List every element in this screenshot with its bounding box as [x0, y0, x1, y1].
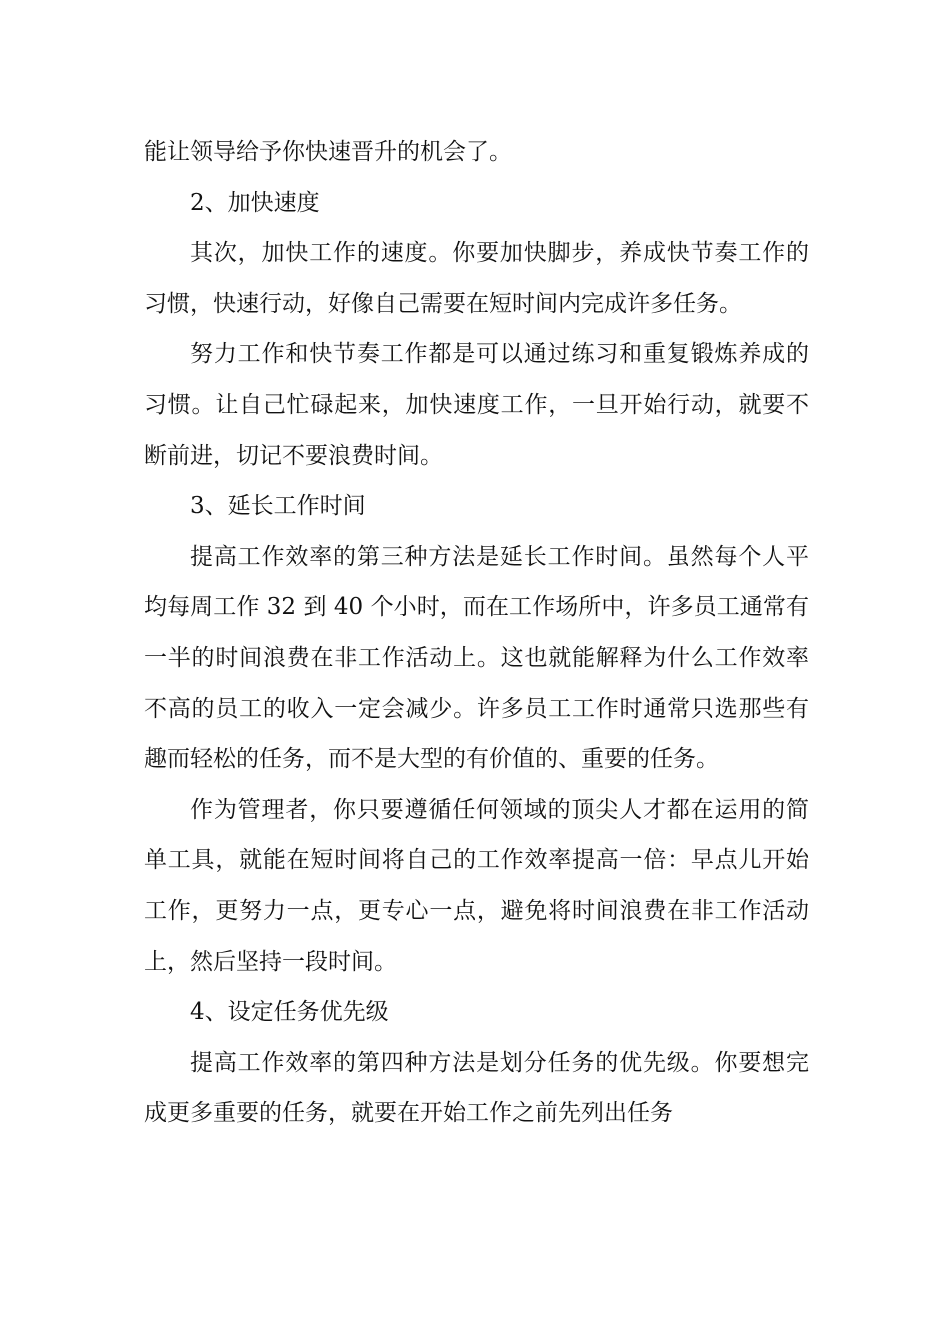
paragraph: 其次，加快工作的速度。你要加快脚步，养成快节奏工作的习惯，快速行动，好像自己需要在短时间内完成许多任务。: [144, 240, 809, 317]
paragraph: 提高工作效率的第三种方法是延长工作时间。虽然每个人平均每周工作 32 到 40 个小时，而在工作场所中，许多员工通常有一半的时间浪费在非工作活动上。这也就能解释为什么工作效率不高的员工的收入一定会减少。许多员工工作时通常只选那些有趣而轻松的任务，而不是大型的有价值的、重要的任务。: [144, 543, 809, 773]
paragraph: 努力工作和快节奏工作都是可以通过练习和重复锻炼养成的习惯。让自己忙碌起来，加快速度工作，一旦开始行动，就要不断前进，切记不要浪费时间。: [144, 341, 809, 469]
document-body: [144, 127, 809, 1139]
paragraph-continuation: 能让领导给予你快速晋升的机会了。: [144, 139, 512, 165]
section-heading-2: 2、加快速度: [190, 189, 320, 216]
paragraph: 提高工作效率的第四种方法是划分任务的优先级。你要想完成更多重要的任务，就要在开始工作之前先列出任务: [144, 1049, 809, 1127]
section-heading-4: 4、设定任务优先级: [190, 999, 389, 1026]
paragraph: 作为管理者，你只要遵循任何领域的顶尖人才都在运用的简单工具，就能在短时间将自己的工作效率提高一倍：早点儿开始工作，更努力一点，更专心一点，避免将时间浪费在非工作活动上，然后坚持一段时间。: [144, 796, 809, 975]
section-heading-3: 3、延长工作时间: [190, 493, 366, 520]
